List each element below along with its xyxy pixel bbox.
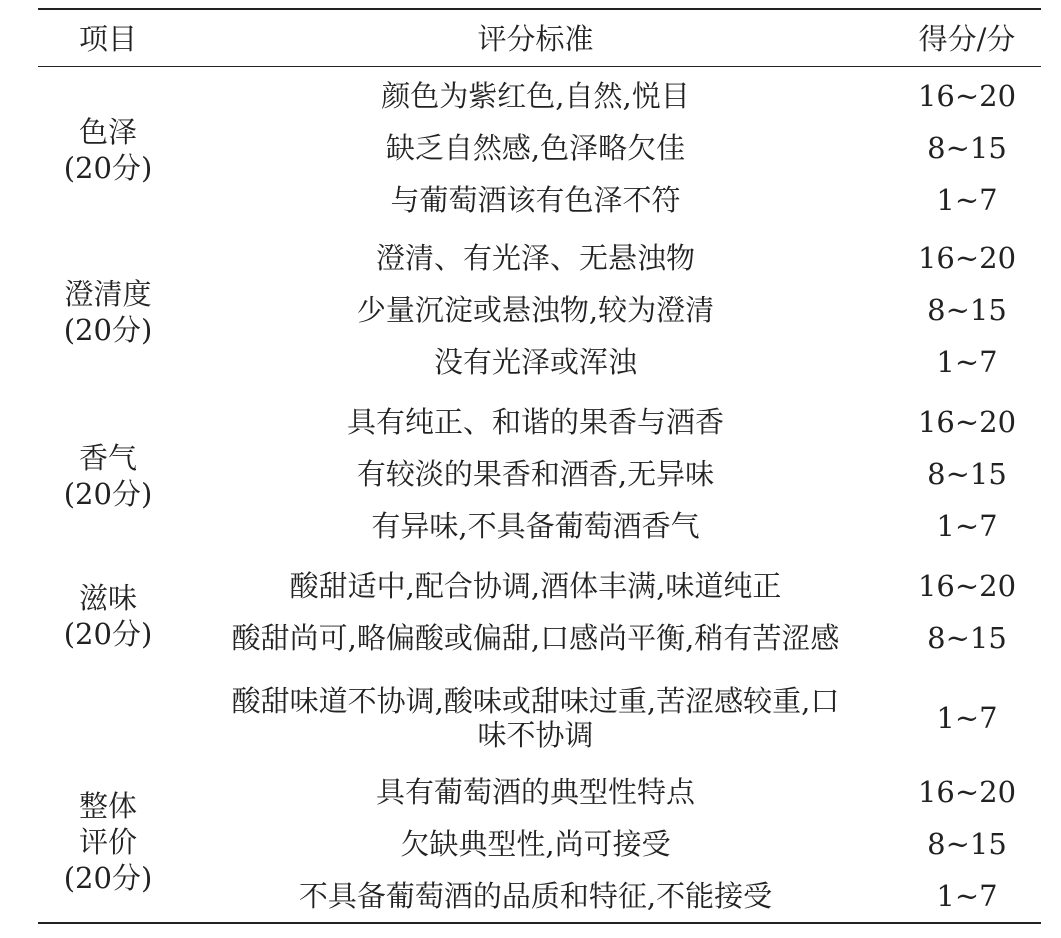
item-cell — [38, 396, 178, 556]
score-cell: 1~7 — [936, 183, 998, 217]
header-score: 得分/分 — [918, 22, 1016, 56]
score-cell: 16~20 — [917, 79, 1017, 113]
criteria-cell: 酸甜味道不协调,酸味或甜味过重,苦涩感较重,口味不协调 — [231, 684, 840, 752]
criteria-cell: 与葡萄酒该有色泽不符 — [390, 183, 681, 217]
criteria-cell: 缺乏自然感,色泽略欠佳 — [385, 131, 686, 165]
score-cell: 16~20 — [917, 405, 1017, 439]
score-cell: 8~15 — [927, 457, 1007, 491]
item-points: (20分) — [63, 617, 153, 651]
criteria-cell: 没有光泽或浑浊 — [433, 345, 637, 379]
header-divider-rule — [38, 66, 1041, 67]
item-cell — [38, 764, 178, 920]
item-cell — [38, 70, 178, 230]
header-item: 项目 — [78, 22, 137, 56]
score-cell: 16~20 — [917, 569, 1017, 603]
score-cell: 8~15 — [927, 131, 1007, 165]
score-cell: 16~20 — [917, 241, 1017, 275]
item-name: 滋味 — [78, 581, 137, 615]
criteria-cell: 有异味,不具备葡萄酒香气 — [371, 509, 700, 543]
header-criteria: 评分标准 — [477, 22, 594, 56]
criteria-cell: 酸甜尚可,略偏酸或偏甜,口感尚平衡,稍有苦涩感 — [231, 621, 840, 655]
item-points: (20分) — [63, 313, 153, 347]
scoring-table — [38, 0, 1041, 938]
item-cell — [38, 232, 178, 392]
criteria-cell: 少量沉淀或悬浊物,较为澄清 — [356, 293, 715, 327]
item-name-line-2: 评价 — [78, 825, 137, 859]
criteria-cell: 具有纯正、和谐的果香与酒香 — [346, 405, 724, 439]
score-cell: 8~15 — [927, 827, 1007, 861]
criteria-cell: 颜色为紫红色,自然,悦目 — [381, 79, 690, 113]
item-points: (20分) — [63, 477, 153, 511]
criteria-cell: 不具备葡萄酒的品质和特征,不能接受 — [298, 879, 773, 913]
score-cell: 8~15 — [927, 293, 1007, 327]
item-cell — [38, 560, 178, 672]
item-points: (20分) — [63, 861, 153, 895]
criteria-cell: 有较淡的果香和酒香,无异味 — [356, 457, 715, 491]
item-name: 香气 — [78, 441, 137, 475]
score-cell: 1~7 — [936, 345, 998, 379]
item-points: (20分) — [63, 151, 153, 185]
score-cell: 1~7 — [936, 879, 998, 913]
item-name: 整体 — [78, 789, 137, 823]
table-top-rule — [38, 8, 1041, 10]
criteria-cell: 欠缺典型性,尚可接受 — [400, 827, 671, 861]
item-name: 澄清度 — [64, 277, 152, 311]
criteria-cell: 澄清、有光泽、无悬浊物 — [375, 241, 695, 275]
criteria-cell: 具有葡萄酒的典型性特点 — [375, 775, 695, 809]
score-cell: 8~15 — [927, 621, 1007, 655]
score-cell: 16~20 — [917, 775, 1017, 809]
item-name: 色泽 — [78, 115, 137, 149]
table-bottom-rule — [38, 922, 1041, 924]
criteria-cell: 酸甜适中,配合协调,酒体丰满,味道纯正 — [289, 569, 782, 603]
score-cell: 1~7 — [936, 701, 998, 735]
score-cell: 1~7 — [936, 509, 998, 543]
